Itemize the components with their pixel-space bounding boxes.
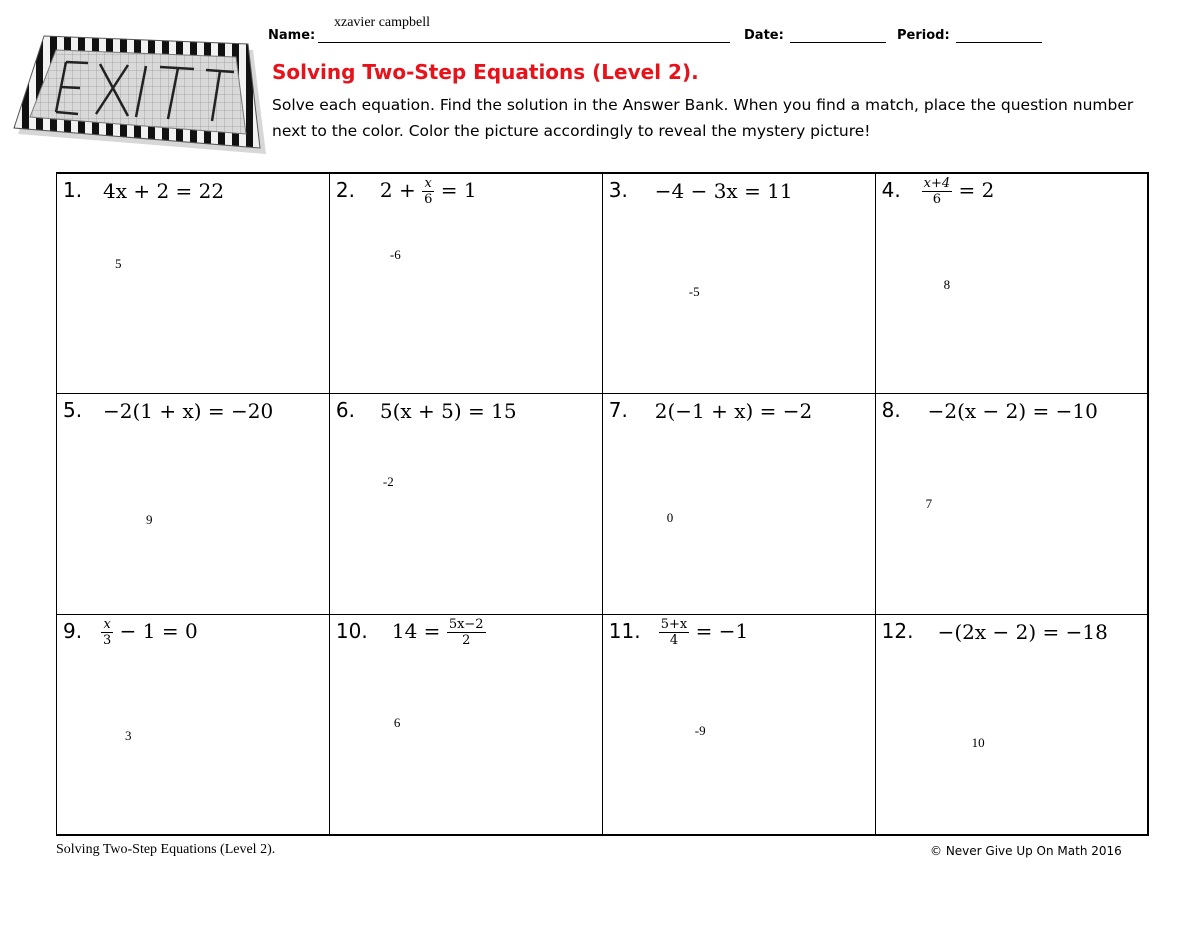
period-field[interactable] [956,42,1042,43]
equation: $\frac{5+x}{4}$ = −1 [660,616,749,648]
equation: −4 − 3x = 11 [654,179,793,203]
problem-cell-12[interactable] [875,614,1148,835]
student-answer: 6 [393,714,401,730]
problem-number: 10. [335,618,368,643]
problem-cell-1[interactable] [57,173,330,394]
equation: $\frac{x+4}{6}$ = 2 [923,176,995,207]
equation: −(2x − 2) = −18 [937,619,1108,644]
student-answer: -6 [389,247,401,262]
problem-cell-11[interactable] [602,614,875,835]
equation: 2(−1 + x) = −2 [654,399,813,424]
student-answer: 7 [925,496,933,512]
problem-cell-8[interactable] [875,394,1148,615]
problem-cell-5[interactable] [57,394,330,615]
name-line [318,42,730,43]
problem-cell-3[interactable] [602,173,875,394]
problem-number: 5. [63,398,83,423]
student-answer: -9 [694,722,706,738]
problem-number: 4. [881,178,901,202]
problem-grid [56,172,1149,836]
student-answer: 10 [971,734,985,750]
problem-number: 1. [63,178,83,202]
date-field[interactable] [790,42,886,43]
equation: −2(1 + x) = −20 [103,399,274,424]
problem-cell-6[interactable] [329,394,602,615]
student-answer: 0 [666,510,674,526]
problem-cell-7[interactable] [602,394,875,615]
problem-number: 12. [881,618,914,643]
equation: 4x + 2 = 22 [103,179,225,203]
worksheet-title: Solving Two-Step Equations (Level 2). [272,60,699,84]
name-label: Name: [268,28,316,43]
instructions: Solve each equation. Find the solution in the Answer Bank. When you find a match, place the question number next to the color. Color the picture accordingly to reveal the mystery picture! [272,96,1134,140]
footer-copyright: © Never Give Up On Math 2016 [930,844,1122,858]
period-label: Period: [897,28,950,43]
problem-number: 8. [881,398,901,423]
problem-cell-2[interactable] [329,173,602,394]
equation: $\frac{x}{3}$ − 1 = 0 [103,616,198,648]
equation: 14 = $\frac{5x-2}{2}$ [391,616,484,648]
student-answer: 5 [115,256,122,271]
equation: −2(x − 2) = −10 [927,399,1098,424]
problem-number: 6. [335,398,355,423]
problem-number: 11. [608,618,641,643]
equation: 5(x + 5) = 15 [379,399,517,424]
date-label: Date: [744,28,784,43]
problem-number: 2. [335,178,355,202]
student-answer: 3 [125,727,132,743]
equation: 2 + $\frac{x}{6}$ = 1 [379,176,477,207]
exit-logo [8,22,270,162]
problem-number: 3. [608,178,628,202]
footer-title: Solving Two-Step Equations (Level 2). [56,842,276,857]
problem-cell-10[interactable] [329,614,602,835]
student-answer: 8 [943,277,951,292]
student-answer: -5 [688,284,700,299]
name-value[interactable]: xzavier campbell [334,15,431,30]
student-answer: -2 [382,474,394,490]
problem-cell-4[interactable] [875,173,1148,394]
problem-number: 7. [608,398,628,423]
problem-number: 9. [63,618,83,643]
student-answer: 9 [146,512,153,528]
problem-cell-9[interactable] [57,614,330,835]
